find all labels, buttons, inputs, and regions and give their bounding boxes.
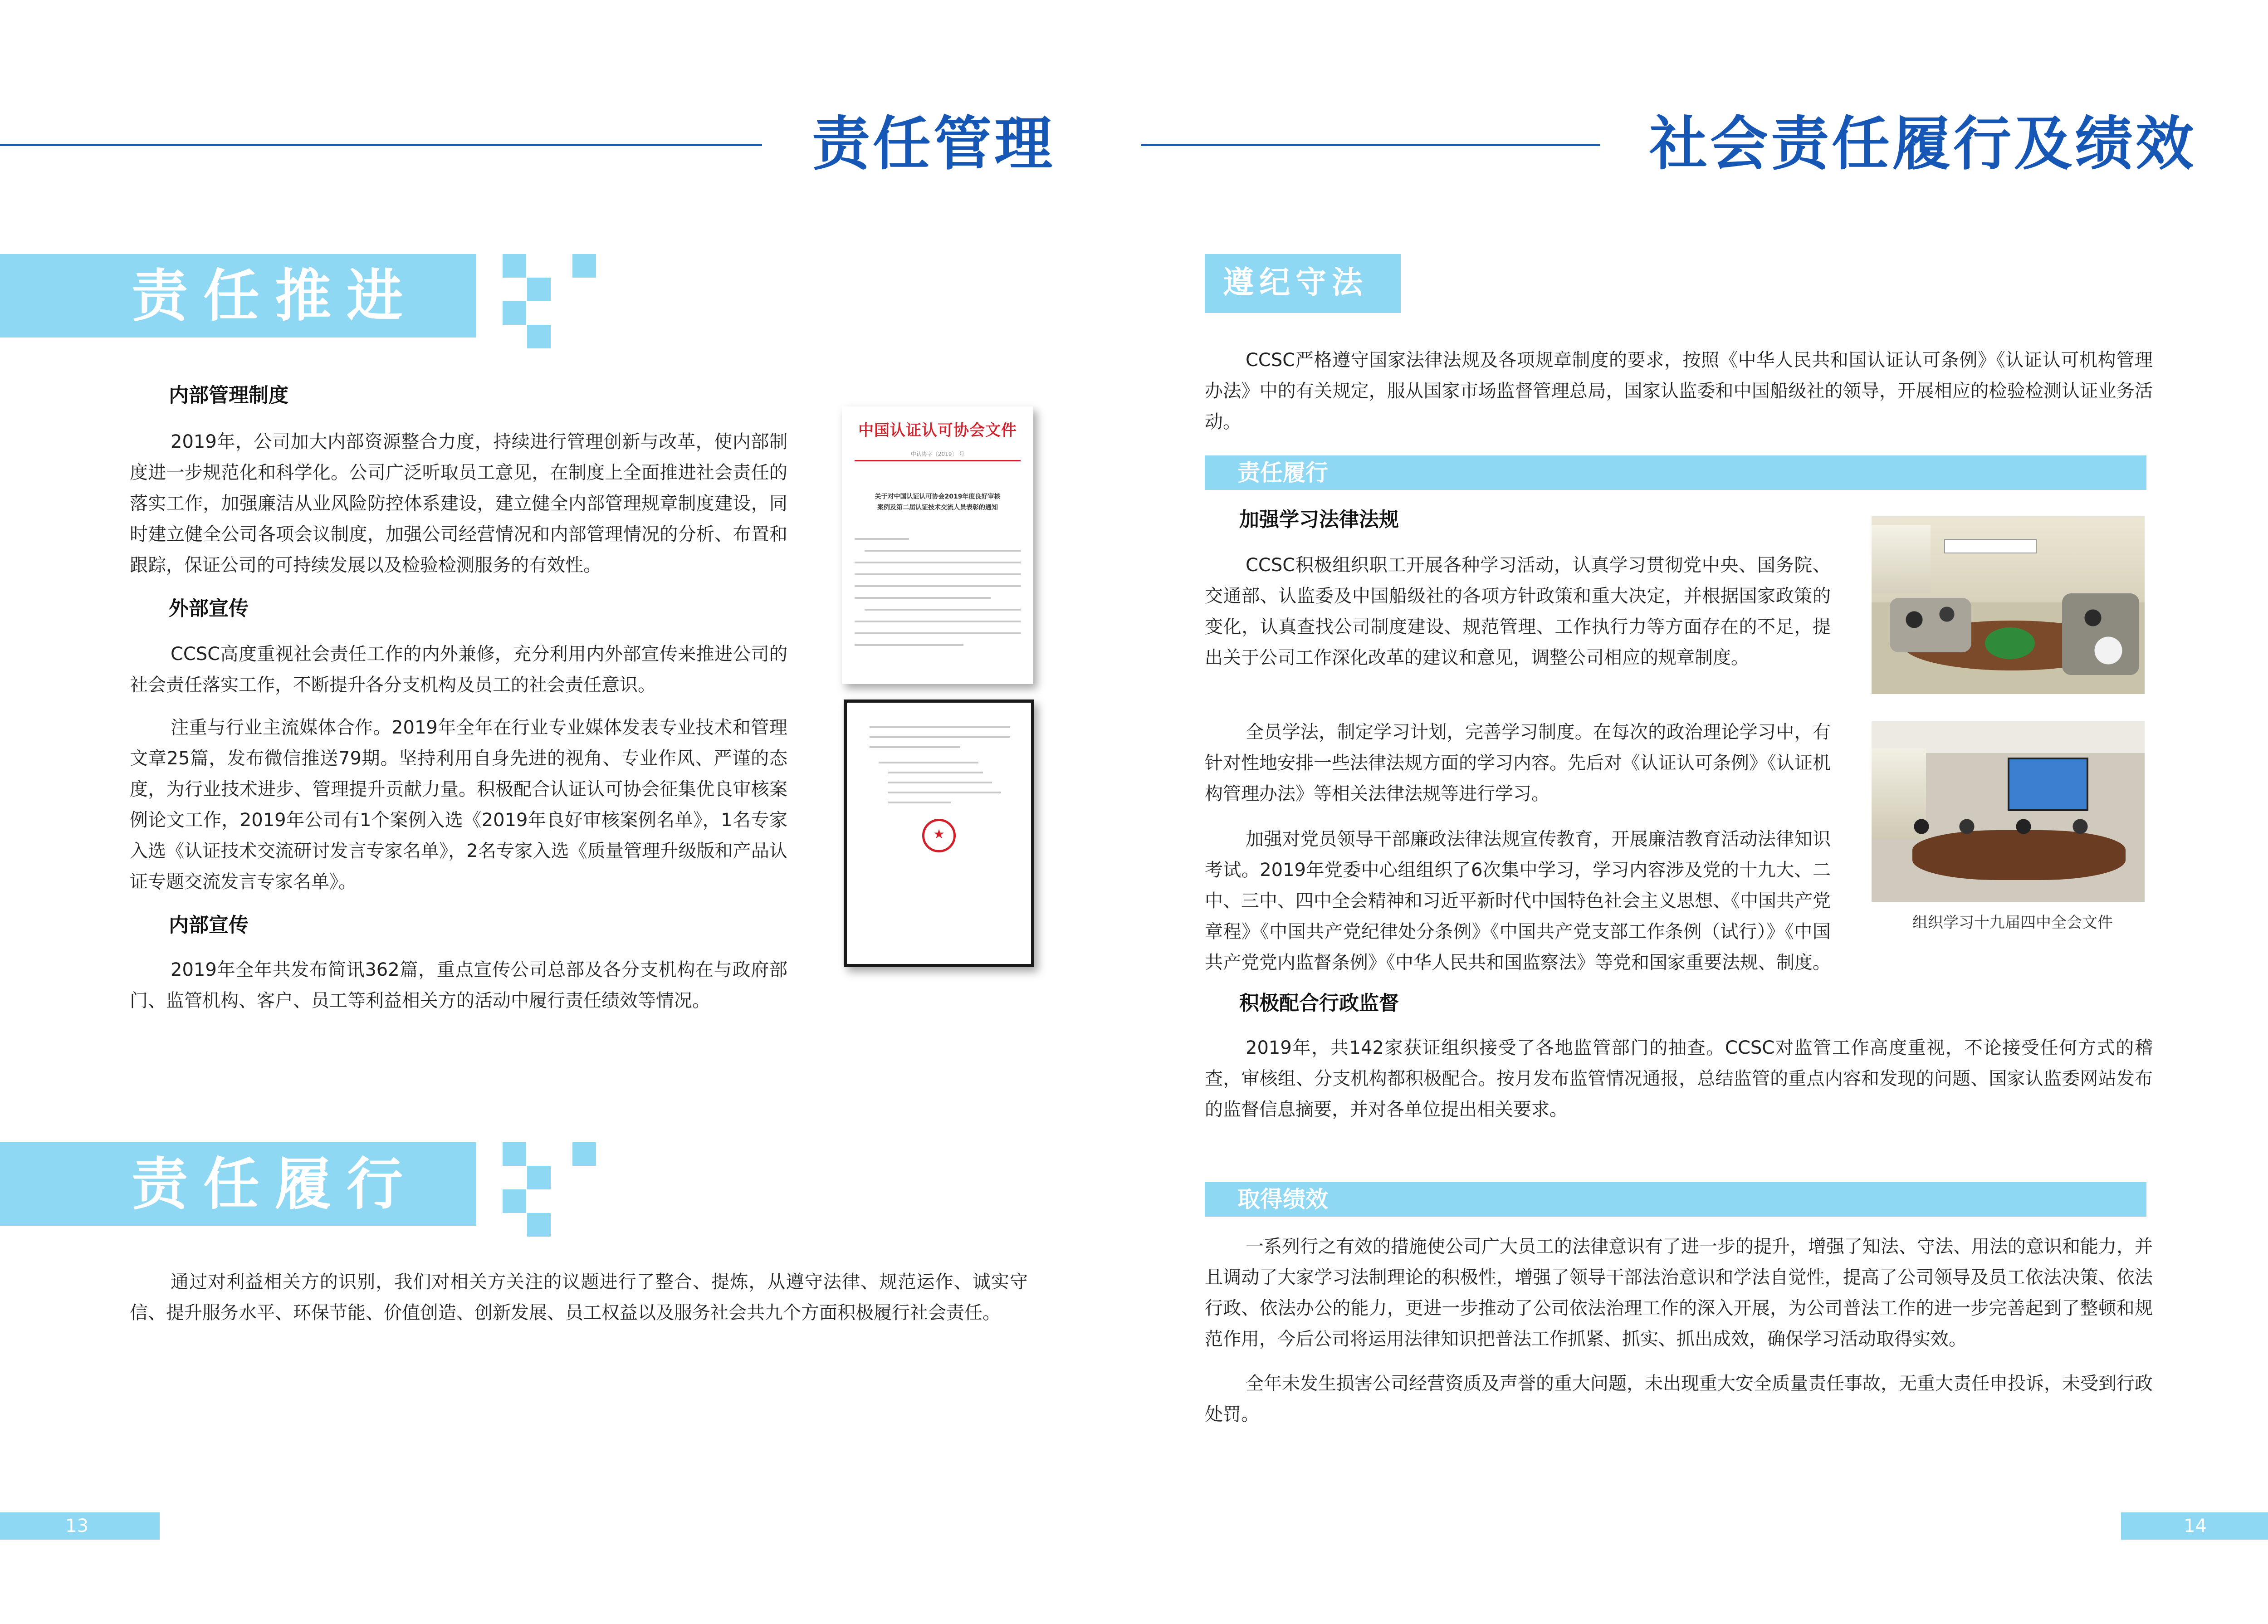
document-text-line [870,736,1010,738]
page-number-left: 13 [65,1516,88,1536]
left-page-title: 责任管理 [812,110,1056,178]
document-title-line-2: 案例及第二届认证技术交流人员表彰的通知 [877,504,998,511]
document-header: 中国认证认可协会文件 [858,421,1017,440]
document-text-line [855,597,991,599]
decor-square [527,1213,551,1237]
document-text-line [865,550,1021,552]
heading-external-publicity: 外部宣传 [169,597,249,620]
decor-square [503,301,526,325]
right-header-rule [1141,144,1600,146]
decor-square [572,254,596,278]
document-text-line [888,802,951,803]
tag-discipline-law-label: 遵纪守法 [1223,265,1369,301]
subsection-title-results: 取得绩效 [1237,1186,1328,1213]
document-text-line [855,632,1021,634]
paragraph-administrative-supervision: 2019年，共142家获证组织接受了各地监管部门的抽查。CCSC对监管工作高度重视，不论接受任何方式的稽查，审核组、分支机构都积极配合。按月发布监管情况通报，总结监管的重点内容和发现的问题、国家认监委网站发布的监督信息摘要，并对各单位提出相关要求。 [1205,1037,2153,1120]
paragraph-responsibility-fulfillment: 通过对利益相关方的识别，我们对相关方关注的议题进行了整合、提炼，从遵守法律、规范运作、诚实守信、提升服务水平、环保节能、价值创造、创新发展、员工权益以及服务社会共九个方面积极履行社会责任。 [130,1272,1028,1323]
paragraph-external-publicity-1: CCSC高度重视社会责任工作的内外兼修，充分利用内外部宣传来推进公司的社会责任落实工作，不断提升各分支机构及员工的社会责任意识。 [130,644,787,695]
heading-internal-publicity: 内部宣传 [169,914,249,937]
paragraph-internal-management: 2019年，公司加大内部资源整合力度，持续进行管理创新与改革，使内部制度进一步规范化和科学化。公司广泛听取员工意见，在制度上全面推进社会责任的落实工作，加强廉洁从业风险防控体系建设，建立健全内部管理规章制度建设，同时建立健全公司各项会议制度，加强公司经营情况和内部管理情况的分析、布置和跟踪，保证公司的可持续发展以及检验检测服务的有效性。 [130,431,787,576]
document-text-line [888,772,983,773]
right-page-title: 社会责任履行及绩效 [1649,110,2197,178]
photo-wall-sign [1944,539,2037,553]
document-text-line [888,792,1001,793]
decor-square [503,1189,526,1213]
photo-people-left [1890,598,1971,652]
photo-screen [2008,758,2088,811]
subsection-bar-results [1205,1182,2146,1217]
photo-people [1899,812,2126,848]
document-text-line [855,573,1021,575]
paragraph-law-study-2: 全员学法，制定学习计划，完善学习制度。在每次的政治理论学习中，有针对性地安排一些法律法规方面的学习内容。先后对《认证认可条例》《认证机构管理办法》等相关法律法规等进行学习。 [1205,722,1831,804]
heading-law-study: 加强学习法律法规 [1239,508,1399,531]
section-title-responsibility-promotion: 责任推进 [132,264,419,329]
document-text-line [855,585,1021,587]
footer-bar-right [2121,1512,2268,1540]
paragraph-internal-publicity: 2019年全年共发布简讯362篇，重点宣传公司总部及各分支机构在与政府部门、监管机构、客户、员工等利益相关方的活动中履行责任绩效等情况。 [130,959,787,1011]
heading-internal-management: 内部管理制度 [169,384,288,407]
section-title-responsibility-fulfillment: 责任履行 [132,1152,419,1217]
subsection-bar-fulfillment [1205,455,2146,490]
document-text-line [870,746,960,748]
paragraph-law-intro: CCSC严格遵守国家法律法规及各项规章制度的要求，按照《中华人民共和国认证认可条例》《认证认可机构管理办法》中的有关规定，服从国家市场监督管理总局，国家认监委和中国船级社的领导，开展相应的检验检测认证业务活动。 [1205,350,2153,432]
paragraph-results-2: 全年未发生损害公司经营资质及声誉的重大问题，未出现重大安全质量责任事故，无重大责任申投诉，未受到行政处罚。 [1205,1373,2153,1425]
document-text-line [865,609,1021,611]
left-header-rule [0,144,762,146]
paragraph-external-publicity-2: 注重与行业主流媒体合作。2019年全年在行业专业媒体发表专业技术和管理文章25篇，发布微信推送79期。坚持利用自身先进的视角、专业作风、严谨的态度，为行业技术进步、管理提升贡献力量。积极配合认证认可协会征集优良审核案例论文工作，2019年公司有1个案例入选《2019年良好审核案例名单》，1名专家入选《认证技术交流研讨发言专家名单》，2名专家入选《质量管理升级版和产品认证专题交流发言专家名单》。 [130,717,787,892]
document-text-line [870,726,1010,728]
document-title-line-1: 关于对中国认证认可协会2019年度良好审核 [875,493,1001,500]
document-text-line [855,562,1021,563]
decor-square [527,278,551,301]
decor-square [572,1142,596,1166]
document-number: 中认协字〔2019〕 号 [910,451,965,457]
document-image-page2 [844,699,1034,967]
decor-square [527,325,551,348]
page-number-right: 14 [2184,1516,2207,1536]
decor-square [503,1142,526,1166]
document-text-line [888,782,992,783]
document-text-line [855,621,1021,622]
seal-star-icon: ★ [933,827,945,841]
document-image-page1 [842,406,1033,684]
tag-discipline-law [1205,254,1401,313]
decor-square [503,254,526,278]
photo-meeting-2 [1872,721,2145,902]
photo-plants [1985,627,2035,659]
heading-administrative-supervision: 积极配合行政监督 [1239,992,1399,1015]
footer-bar-left [0,1512,160,1540]
red-seal-stamp [922,819,956,852]
paragraph-results-1: 一系列行之有效的措施使公司广大员工的法律意识有了进一步的提升，增强了知法、守法、用法的意识和能力，并且调动了大家学习法制理论的积极性，增强了领导干部法治意识和学法自觉性，提高了公司领导及员工依法决策、依法行政、依法办公的能力，更进一步推动了公司依法治理工作的深入开展，为公司普法工作的进一步完善起到了整顿和规范作用，今后公司将运用法律知识把普法工作抓紧、抓实、抓出成效，确保学习活动取得实效。 [1205,1236,2153,1350]
photo-meeting-1 [1872,516,2145,694]
document-text-line [855,538,909,540]
decor-square [527,1166,551,1189]
photo-caption: 组织学习十九届四中全会文件 [1912,914,2113,932]
document-text-line [855,644,963,646]
paragraph-law-study-3: 加强对党员领导干部廉政法律法规宣传教育，开展廉洁教育活动法律知识考试。2019年党委中心组组织了6次集中学习，学习内容涉及党的十九大、二中、三中、四中全会精神和习近平新时代中国特色社会主义思想、《中国共产党章程》《中国共产党纪律处分条例》《中国共产党支部工作条例（试行）》《中国共产党党内监督条例》《中华人民共和国监察法》等党和国家重要法规、制度。 [1205,829,1831,973]
photo-people-right [2062,593,2139,675]
document-divider [855,460,1021,461]
paragraph-law-study-1: CCSC积极组织职工开展各种学习活动，认真学习贯彻党中央、国务院、交通部、认监委及中国船级社的各项方针政策和重大决定，并根据国家政策的变化，认真查找公司制度建设、规范管理、工作执行力等方面存在的不足，提出关于公司工作深化改革的建议和意见，调整公司相应的规章制度。 [1205,555,1831,668]
photo-window [1872,525,1931,593]
subsection-title-fulfillment: 责任履行 [1237,460,1328,486]
document-text-line [879,762,978,763]
